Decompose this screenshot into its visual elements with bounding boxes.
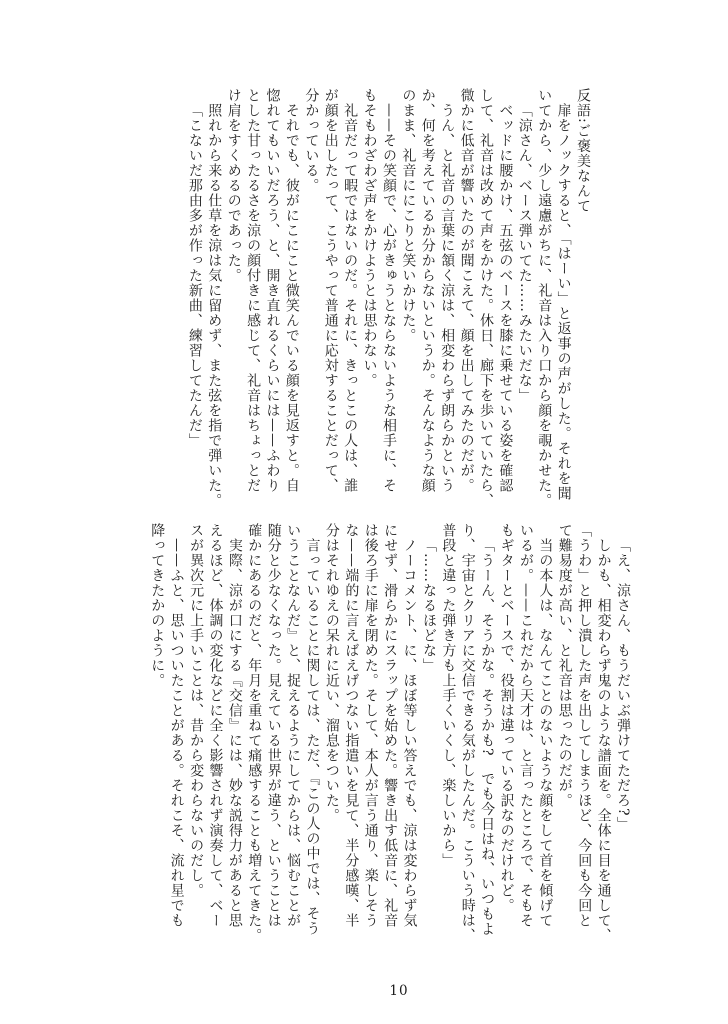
paragraph-line: 「うわ」と押し潰した声を出してしまうほど、今回も今回と [576, 523, 593, 928]
paragraph-line: か、何を考えているか分からないというか。そんなような顔 [419, 88, 436, 493]
paragraph-line: 普段と違った弾き方も上手くいくし、楽しいから」 [440, 523, 457, 868]
paragraph-line: が顔を出したって、こうやって普通に応対することだって、 [322, 88, 339, 493]
paragraph-line: 言っていることに関しては、ただ、『この人の中では、そう [304, 538, 321, 936]
paragraph-line: いうことなんだ』と、捉えるようにしてからは、悩むことが [285, 523, 302, 928]
paragraph-line: 「うーん、そうかな。そうかも? でも今日はね、いつもよ [479, 538, 496, 937]
paragraph-line: 「涼さん、ベース弾いてた……みたいだな」 [516, 103, 533, 403]
paragraph-line: 確かにあるのだと、年月を重ねて痛感することも増えてきた。 [246, 523, 263, 943]
paragraph-line: 惚れてもいいだろう、と、開き直れるくらいには——ふわり [264, 88, 281, 493]
paragraph-line: いてから、少し遠慮がちに、礼音は入り口から顔を覗かせた。 [536, 88, 553, 508]
paragraph-line: り、宇宙とクリアに交信できる気がしたんだ。こういう時は、 [459, 523, 476, 943]
paragraph-line: スが異次元に上手いことは、昔から変わらないのだし。 [188, 523, 205, 898]
paragraph-line: えるほど、体調の変化などに全く影響されず演奏して、ベー [207, 523, 224, 928]
paragraph-line: して、礼音は改めて声をかけた。休日、廊下を歩いていたら、 [477, 88, 494, 508]
paragraph-line: ベッドに腰かけ、五弦のベースを膝に乗せている姿を確認 [497, 103, 514, 493]
paragraph-line: 降ってきたかのように。 [149, 523, 166, 688]
paragraph-line: 扉をノックすると、「はーい」と返事の声がした。それを聞 [555, 103, 572, 501]
paragraph-line: それでも、彼がにこにこと微笑んでいる顔を見返すと。自 [283, 103, 300, 493]
paragraph-line: ノーコメント、に、ほぼ等しい答えでも、涼は変わらず気 [401, 538, 418, 928]
paragraph-line: もギターとベースで、役割は違っている訳なのだけれど。 [498, 523, 515, 913]
paragraph-line: もそもわざわざ声をかけようとは思わない。 [361, 88, 378, 388]
paragraph-line: け肩をすくめるのであった。 [225, 88, 242, 283]
text-block-bottom [147, 523, 632, 947]
paragraph-line: いるが。——これだから天才は、と言ったところで、そもそ [517, 523, 534, 928]
page-number: 10 [389, 983, 409, 999]
paragraph-line: にせず、滑らかにスラップを始めた。響き出す低音に、礼音 [382, 523, 399, 928]
bottom-paragraph-lines [147, 523, 632, 947]
paragraph-line: 微かに低音が響いたのが聞こえて、顔を出してみたのだが。 [458, 88, 475, 493]
paragraph-line: 礼音だって暇ではないのだ。それに、きっとこの人は、誰 [342, 103, 359, 493]
paragraph-line: ——ふと、思いついたことがある。それこそ、流れ星でも [168, 538, 185, 928]
chapter-title: 反語:ご褒美なんて [575, 88, 591, 214]
paragraph-line: のまま、礼音ににこりと笑いかけた。 [400, 88, 417, 343]
paragraph-line: うん、と礼音の言葉に頷く涼は、相変わらず朗らかという [439, 103, 456, 493]
paragraph-line: は後ろ手に扉を閉めた。そして、本人が言う通り、楽しそう [362, 523, 379, 928]
paragraph-line: て難易度が高い、と礼音は思ったのだが。 [556, 523, 573, 808]
top-paragraph-lines [184, 88, 572, 512]
paragraph-line: な——端的に言えばえげつない指遣いを見て、半分感嘆、半 [343, 523, 360, 928]
paragraph-line: ——その笑顔で、心がきゅうとならないような相手に、そ [380, 103, 397, 493]
text-block-top [184, 88, 592, 512]
paragraph-line: 「……なるほどな」 [420, 538, 437, 673]
paragraph-line: 随分と少なくなった。見えている世界が違う、ということは [265, 523, 282, 928]
paragraph-line: 実際、涼が口にする『交信』には、妙な説得力があると思 [226, 538, 243, 928]
paragraph-line: 「こないだ那由多が作った新曲、練習してたんだ」 [186, 103, 203, 448]
paragraph-line: 当の本人は、なんてことのないような顔をして首を傾げて [537, 538, 554, 928]
paragraph-line: 分かっている。 [303, 88, 320, 193]
paragraph-line: 照れから来る仕草を涼は気に留めず、また弦を指で弾いた。 [206, 103, 223, 508]
paragraph-line: 分はそれゆえの呆れに近い、溜息をついた。 [323, 523, 340, 823]
paragraph-line: 「え、涼さん、もうだいぶ弾けてただろ?」 [615, 538, 631, 832]
paragraph-line: とした甘ったるさを涼の顔付きに感じて、礼音はちょっとだ [245, 88, 262, 493]
paragraph-line: しかも、相変わらず鬼のような譜面を。全体に目を通して、 [595, 538, 612, 943]
